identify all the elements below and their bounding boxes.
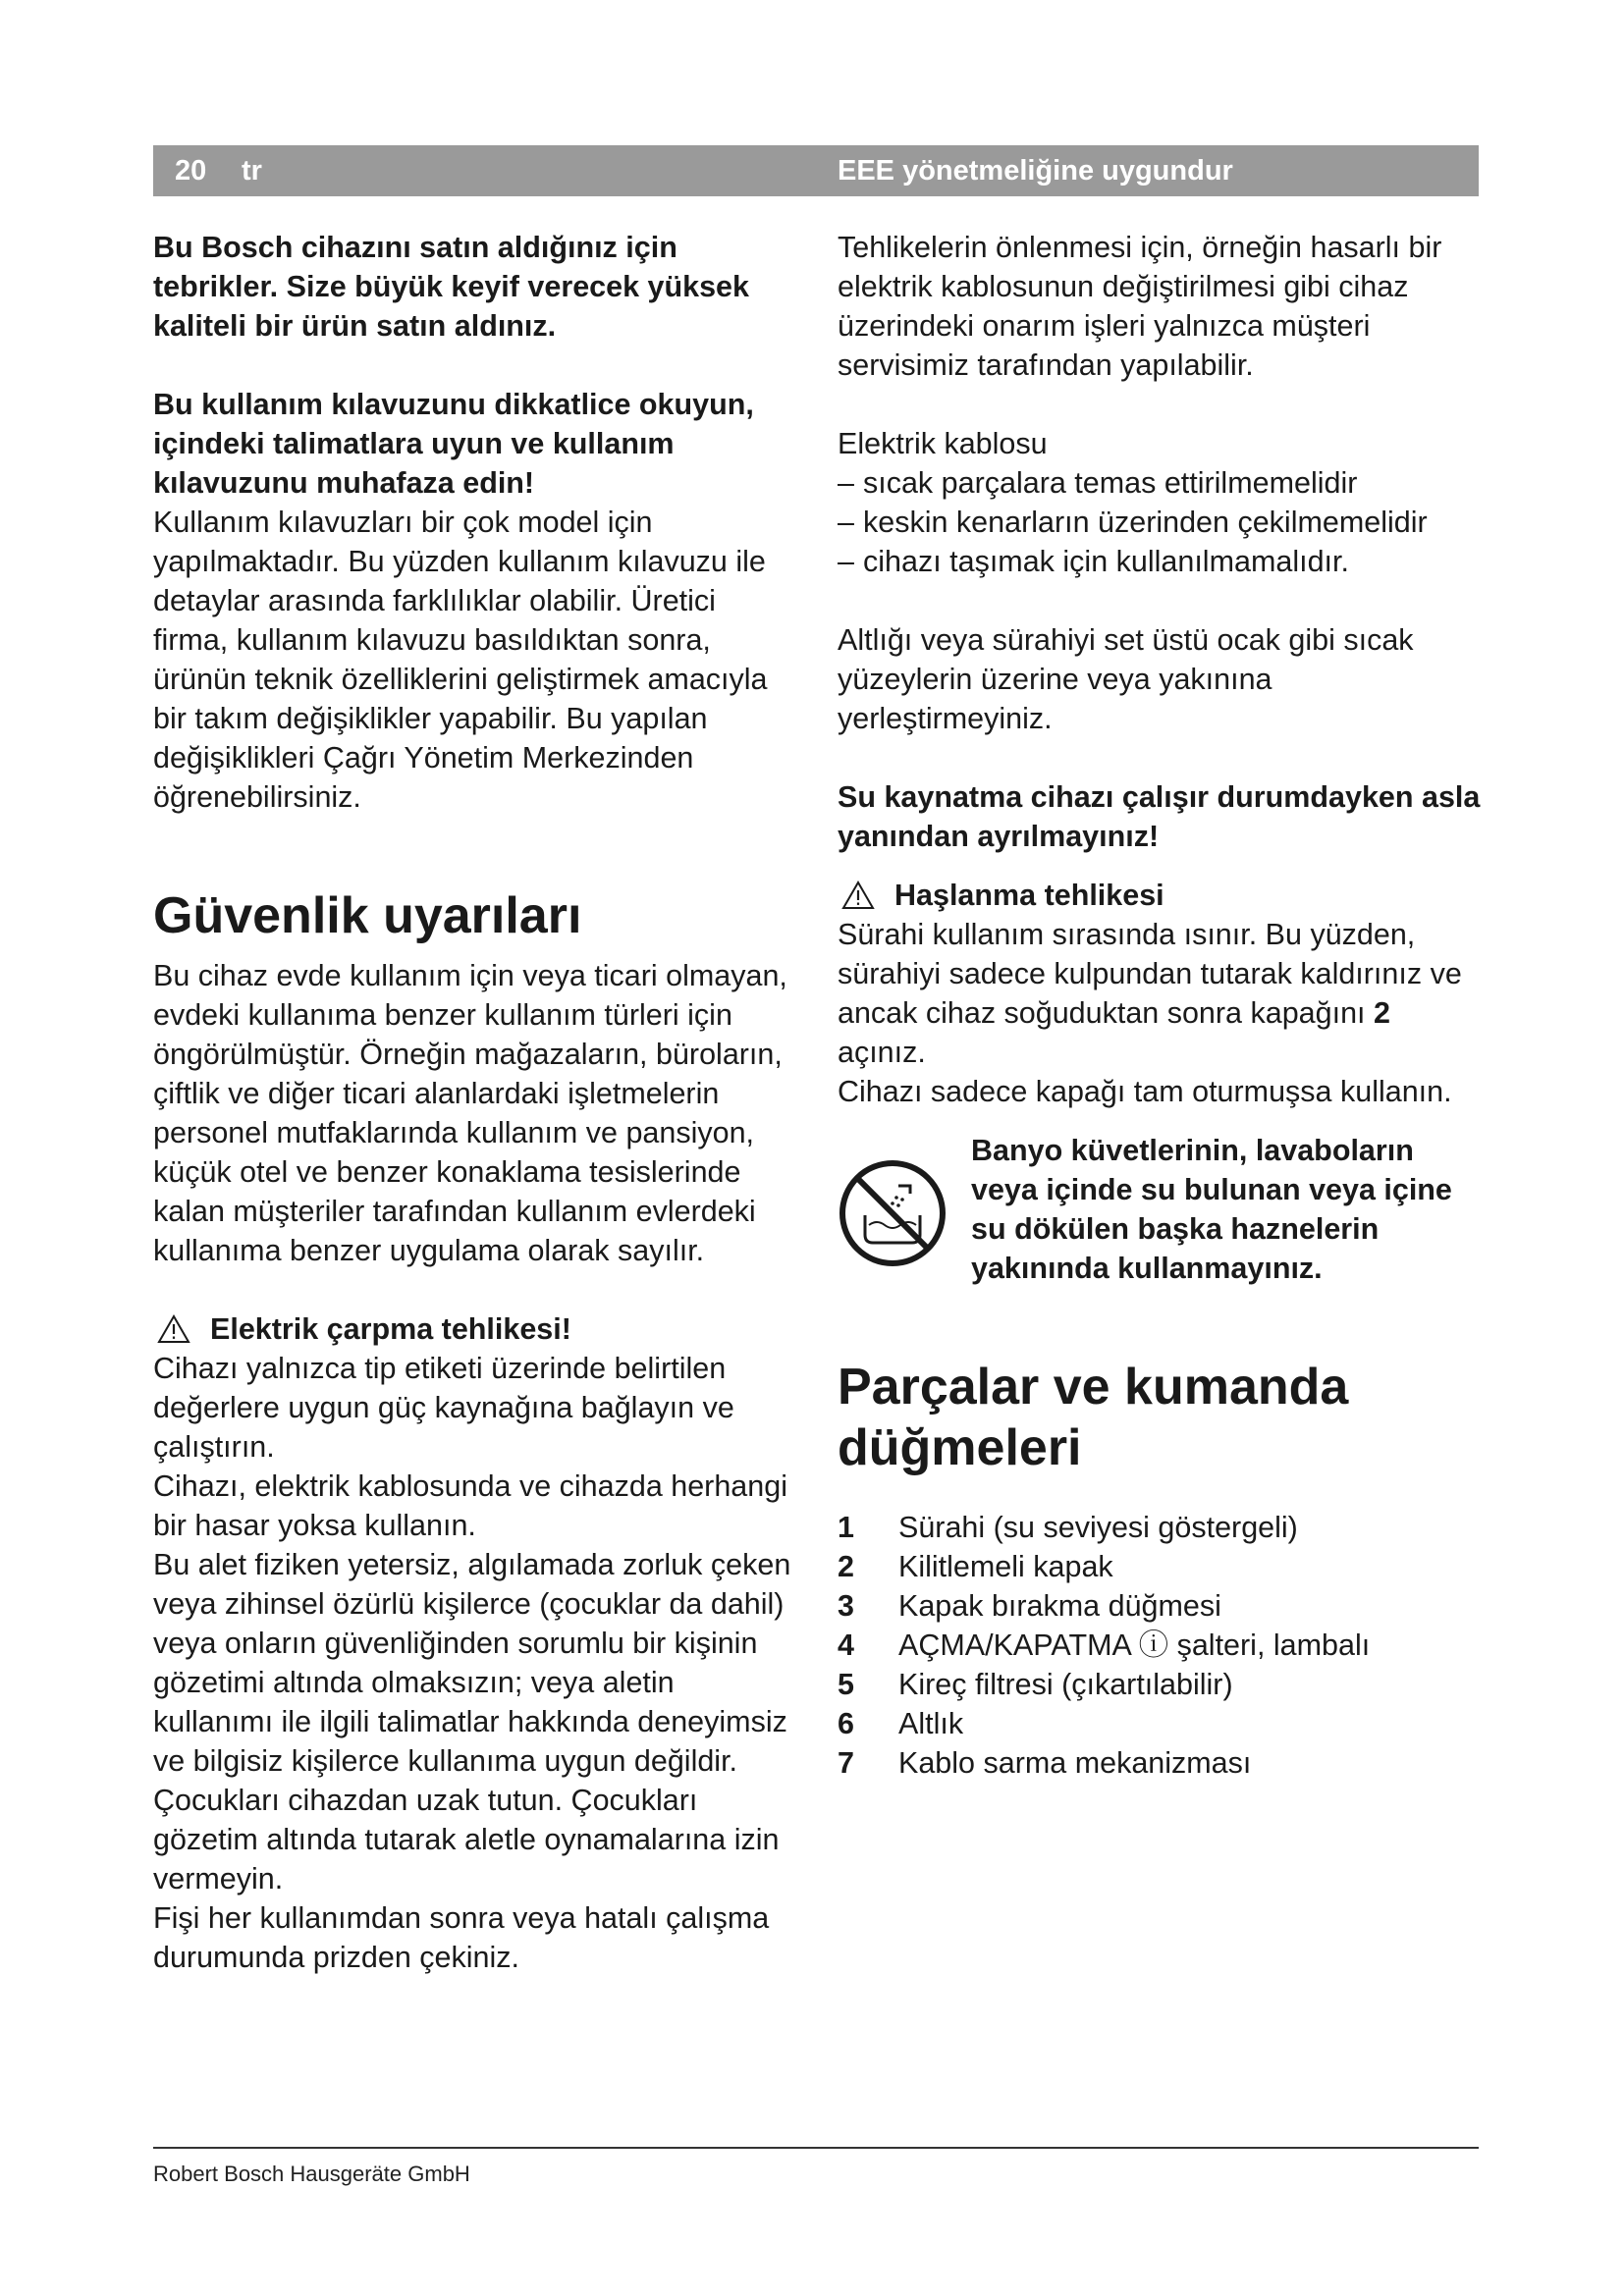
warning-triangle-icon <box>841 881 875 910</box>
list-item: 6 Altlık <box>838 1707 964 1740</box>
footer-company: Robert Bosch Hausgeräte GmbH <box>153 2162 470 2186</box>
footer-divider <box>153 2147 1479 2149</box>
list-item: 3 Kapak bırakma düğmesi <box>838 1589 1221 1623</box>
list-item: – cihazı taşımak için kullanılmamalıdır. <box>838 545 1349 578</box>
bath-warning-text: Banyo küvetlerinin, lavaboların veya içinde su bulunan veya içine su dökülen başka haznelerin yakınında kullanmayınız. <box>971 1134 1452 1285</box>
cable-heading: Elektrik kablosu <box>838 427 1048 460</box>
manual-text: Kullanım kılavuzları bir çok model için yapılmaktadır. Bu yüzden kullanım kılavuzu ile detaylar arasında farklılıklar olabilir. Üretici firma, kullanım kılavuzu basıldıktan sonra, ürünün teknik özelliklerini geliştirmek amacıyla bir takım değişiklikler yapabilir. Bu yapılan değişiklikleri Çağrı Yönetim Merkezinden öğrenebilirsiniz. <box>153 506 768 814</box>
page-number: 20 <box>175 155 207 187</box>
scald-text: Sürahi kullanım sırasında ısınır. Bu yüzden, sürahiyi sadece kulpundan tutarak kaldırınız ve ancak cihaz soğuduktan sonra kapağını 2 açınız. <box>838 918 1462 1069</box>
no-bathtub-icon <box>838 1158 947 1268</box>
list-item: – keskin kenarların üzerinden çekilmemelidir <box>838 506 1428 539</box>
base-text: Altlığı veya sürahiyi set üstü ocak gibi sıcak yüzeylerin üzerine veya yakınına yerleştirmeyiniz. <box>838 623 1414 735</box>
safety-heading: Güvenlik uyarıları <box>153 887 582 944</box>
safety-text: Bu cihaz evde kullanım için veya ticari olmayan, evdeki kullanıma benzer kullanım türleri için öngörülmüştür. Örneğin mağazaların, büroların, çiftlik ve diğer ticari alanlardaki işletmelerin personel mutfaklarında kullanım ve pansiyon, küçük otel ve benzer konaklama tesislerinde kalan müşteriler tarafından kullanım evlerdeki kullanıma benzer uygulama olarak sayılır. <box>153 959 787 1267</box>
shock-warning-label: Elektrik çarpma tehlikesi! <box>210 1312 571 1346</box>
right-column <box>838 228 1486 1783</box>
list-item: 1 Sürahi (su seviyesi göstergeli) <box>838 1511 1298 1544</box>
bath-warning <box>838 1131 1486 1288</box>
manual-notice: Bu kullanım kılavuzunu dikkatlice okuyun, içindeki talimatlara uyun ve kullanım kılavuzunu muhafaza edin! <box>153 388 754 500</box>
list-item: 2 Kilitlemeli kapak <box>838 1550 1113 1583</box>
shock-warning-heading <box>153 1309 796 1349</box>
left-column <box>153 228 796 1977</box>
list-item: 7 Kablo sarma mekanizması <box>838 1746 1252 1780</box>
repair-text: Tehlikelerin önlenmesi için, örneğin hasarlı bir elektrik kablosunun değiştirilmesi gibi cihaz üzerindeki onarım işleri yalnızca müşteri servisimiz tarafından yapılabilir. <box>838 231 1442 382</box>
section-title: EEE yönetmeliğine uygundur <box>838 155 1233 187</box>
scald-warning-label: Haşlanma tehlikesi <box>894 879 1164 912</box>
shock-text-4: Çocukları cihazdan uzak tutun. Çocukları gözetim altında tutarak aletle oynamalarına izin vermeyin. <box>153 1784 780 1896</box>
language-code: tr <box>242 155 262 187</box>
page-header <box>153 145 1479 196</box>
shock-text-2: Cihazı, elektrik kablosunda ve cihazda herhangi bir hasar yoksa kullanın. <box>153 1469 787 1542</box>
shock-text-5: Fişi her kullanımdan sonra veya hatalı çalışma durumunda prizden çekiniz. <box>153 1901 770 1974</box>
warning-triangle-icon <box>157 1314 190 1344</box>
unattended-warning: Su kaynatma cihazı çalışır durumdayken asla yanından ayrılmayınız! <box>838 780 1481 853</box>
cable-list <box>838 463 1486 581</box>
intro-paragraph: Bu Bosch cihazını satın aldığınız için tebrikler. Size büyük keyif verecek yüksek kaliteli bir ürün satın aldınız. <box>153 231 749 343</box>
scald-warning-heading <box>838 876 1486 915</box>
shock-text-1: Cihazı yalnızca tip etiketi üzerinde belirtilen değerlere uygun güç kaynağına bağlayın ve çalıştırın. <box>153 1352 734 1464</box>
scald-text-2: Cihazı sadece kapağı tam oturmuşsa kullanın. <box>838 1075 1452 1108</box>
parts-list <box>838 1508 1486 1783</box>
list-item: – sıcak parçalara temas ettirilmemelidir <box>838 466 1358 500</box>
parts-heading: Parçalar ve kumanda düğmeleri <box>838 1359 1349 1476</box>
list-item: 4 AÇMA/KAPATMA ⓘ şalteri, lambalı <box>838 1629 1371 1662</box>
shock-text-3: Bu alet fiziken yetersiz, algılamada zorluk çeken veya zihinsel özürlü kişilerce (çocuklar da dahil) veya onların güvenliğinden sorumlu bir kişinin gözetimi altında olmaksızın; veya aletin kullanımı ile ilgili talimatlar hakkında deneyimsiz ve bilgisiz kişilerce kullanıma uygun değildir. <box>153 1548 791 1778</box>
list-item: 5 Kireç filtresi (çıkartılabilir) <box>838 1668 1233 1701</box>
